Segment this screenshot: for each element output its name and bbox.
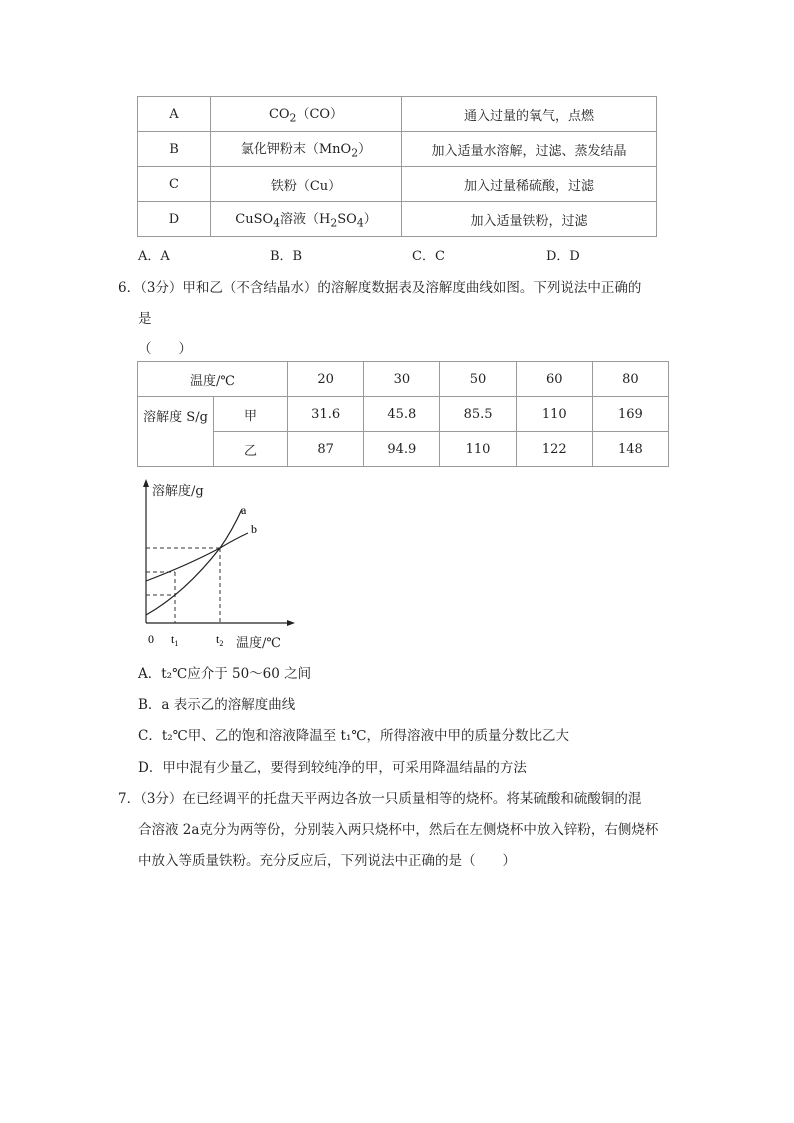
method-cell: 加入过量稀硫酸，过滤 (402, 167, 657, 202)
choice-d[interactable]: D．D (546, 249, 580, 264)
table-row (138, 362, 669, 397)
curve-a-label: a (241, 503, 247, 517)
value-cell: 122 (516, 432, 592, 467)
choice-c[interactable]: C．C (412, 249, 445, 264)
solubility-header: 溶解度 S/g (138, 397, 214, 467)
temp-cell: 50 (440, 362, 516, 397)
choice-a[interactable]: A．A (138, 249, 170, 264)
origin-label: 0 (148, 632, 154, 646)
option-label: C (138, 167, 211, 202)
question5-choices (138, 245, 580, 264)
curve-a (146, 509, 242, 615)
substance-cell: $CO_2(CO)$ (211, 97, 402, 132)
temp-cell: 80 (592, 362, 668, 397)
value-cell: 169 (592, 397, 668, 432)
jia-label: 甲 (214, 397, 288, 432)
table-row (138, 97, 657, 132)
question5-table (137, 96, 657, 237)
value-cell: 110 (440, 432, 516, 467)
method-cell: 通入过量的氧气，点燃 (402, 97, 657, 132)
t1-label: $t_1$ (171, 632, 179, 648)
value-cell: 85.5 (440, 397, 516, 432)
solubility-table (137, 361, 669, 467)
question6-option-c[interactable]: C．t₂℃甲、乙的饱和溶液降温至 t₁℃，所得溶液中甲的质量分数比乙大 (138, 728, 569, 744)
question6-option-d[interactable]: D．甲中混有少量乙，要得到较纯净的甲，可采用降温结晶的方法 (138, 760, 527, 776)
question7-line1: 7．（3分）在已经调平的托盘天平两边各放一只质量相等的烧杯。将某硫酸和硫酸铜的混 (118, 791, 642, 807)
option-label: D (138, 202, 211, 237)
temp-cell: 20 (288, 362, 364, 397)
table-row (138, 202, 657, 237)
option-label: A (138, 97, 211, 132)
solubility-graph (130, 475, 300, 655)
table-row (138, 167, 657, 202)
substance-cell: CuSO$_4$溶液$(H_2SO_4)$ (211, 202, 402, 237)
value-cell: 94.9 (364, 432, 440, 467)
value-cell: 110 (516, 397, 592, 432)
graph-ylabel: 溶解度/g (152, 484, 204, 499)
choice-b[interactable]: B．B (270, 249, 303, 264)
question7-line3: 中放入等质量铁粉。充分反应后，下列说法中正确的是（ ） (138, 853, 516, 869)
question6-option-b[interactable]: B．a 表示乙的溶解度曲线 (138, 697, 296, 713)
method-cell: 加入适量水溶解，过滤、蒸发结晶 (402, 132, 657, 167)
substance-cell: 铁粉（Cu） (211, 167, 402, 202)
question6-stem-line2: 是 (138, 311, 152, 327)
question6-option-a[interactable]: A．t₂℃应介于 50～60 之间 (138, 666, 312, 682)
x-axis-arrow (287, 620, 295, 626)
temp-header: 温度/℃ (138, 362, 288, 397)
table-row (138, 432, 669, 467)
curve-b-label: b (251, 522, 257, 536)
t2-label: $t_2$ (216, 632, 224, 648)
question7-line2: 合溶液 2a克分为两等份，分别装入两只烧杯中，然后在左侧烧杯中放入锌粉，右侧烧杯 (138, 822, 659, 838)
table-row (138, 397, 669, 432)
value-cell: 148 (592, 432, 668, 467)
value-cell: 45.8 (364, 397, 440, 432)
yi-label: 乙 (214, 432, 288, 467)
value-cell: 87 (288, 432, 364, 467)
graph-xlabel: 温度/℃ (236, 636, 281, 651)
option-label: B (138, 132, 211, 167)
method-cell: 加入适量铁粉，过滤 (402, 202, 657, 237)
temp-cell: 60 (516, 362, 592, 397)
question6-answer-paren: （ ） (138, 341, 192, 357)
question6-stem-line1: 6．（3分）甲和乙（不含结晶水）的溶解度数据表及溶解度曲线如图。下列说法中正确的 (118, 280, 642, 296)
substance-cell: 氯化钾粉末（MnO$_2$） (211, 132, 402, 167)
y-axis-arrow (143, 479, 149, 487)
temp-cell: 30 (364, 362, 440, 397)
table-row (138, 132, 657, 167)
value-cell: 31.6 (288, 397, 364, 432)
